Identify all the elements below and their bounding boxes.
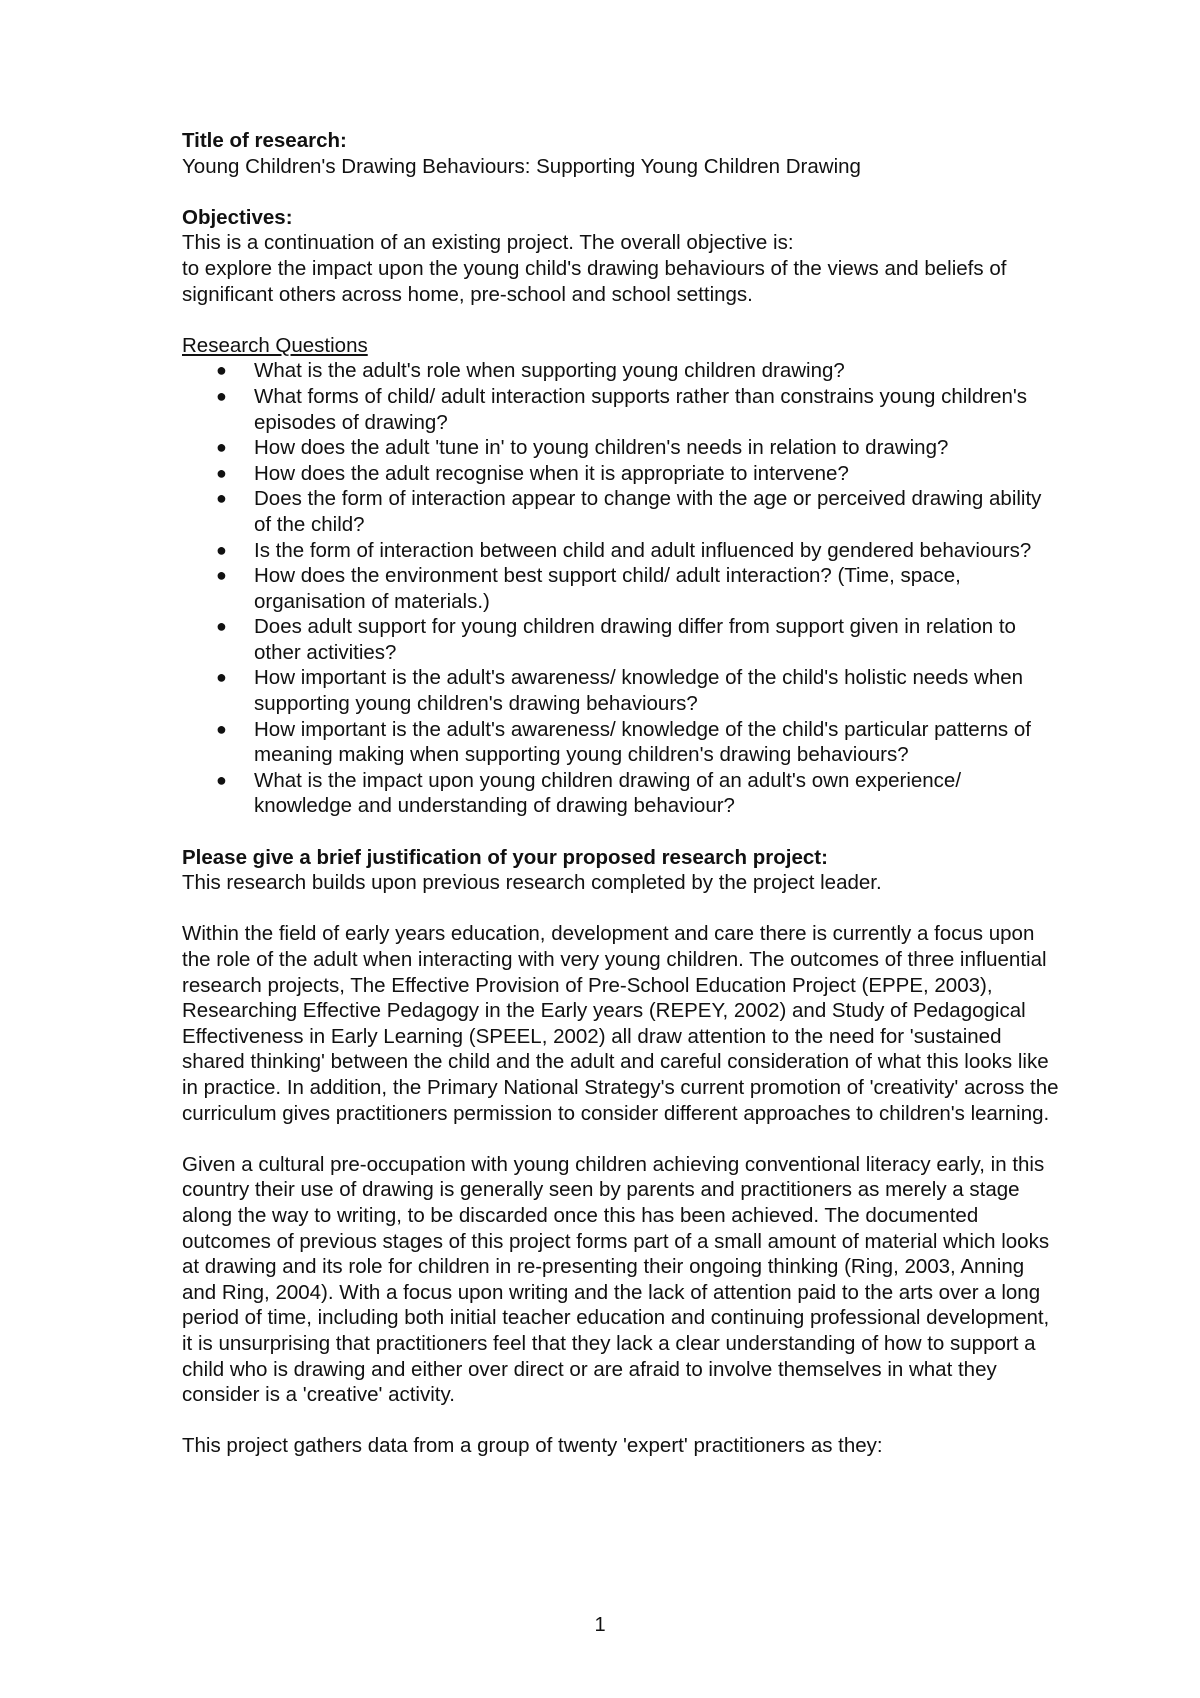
justification-label: Please give a brief justification of your proposed research project:	[182, 845, 828, 869]
question-text: Does the form of interaction appear to change with the age or perceived drawing ability of the child?	[254, 487, 1042, 536]
bullet-icon: ●	[216, 462, 227, 483]
question-text: Does adult support for young children drawing differ from support given in relation to other activities?	[254, 615, 1016, 664]
spacer	[182, 819, 1062, 845]
list-item	[182, 665, 1062, 716]
bullet-icon: ●	[216, 616, 227, 637]
question-text: What forms of child/ adult interaction supports rather than constrains young children's episodes of drawing?	[254, 384, 1028, 434]
research-questions-list	[182, 358, 1062, 819]
bullet-icon: ●	[216, 488, 227, 509]
objectives-label: Objectives:	[182, 205, 293, 229]
list-item	[182, 717, 1062, 768]
paragraph-1: Within the field of early years education, development and care there is currently a focus upon the role of the adult when interacting with very young children. The outcomes of three influential research projects, The Effective Provision of Pre-School Education Project (EPPE, 2003), Researching Effective Pedagogy in the Early years (REPEY, 2002) and Study of Pedagogical Effectiveness in Early Learning (SPEEL, 2002) all draw attention to the need for 'sustained shared thinking' between the child and the adult and careful consideration of what this looks like in practice. In addition, the Primary National Strategy's current promotion of 'creativity' across the curriculum gives practitioners permission to consider different approaches to children's learning.	[182, 922, 1059, 1125]
title-value: Young Children's Drawing Behaviours: Supporting Young Children Drawing	[182, 154, 861, 178]
list-item	[182, 538, 1062, 564]
list-item	[182, 486, 1062, 537]
bullet-icon: ●	[216, 769, 227, 790]
bullet-icon: ●	[216, 718, 227, 739]
list-item	[182, 563, 1062, 614]
spacer	[182, 1408, 1062, 1434]
question-text: How does the environment best support child/ adult interaction? (Time, space, organisation of materials.)	[254, 564, 961, 613]
list-item	[182, 384, 1062, 435]
question-text: How important is the adult's awareness/ knowledge of the child's particular patterns of meaning making when supporting young children's drawing behaviours?	[254, 717, 1031, 767]
list-item	[182, 358, 1062, 384]
bullet-icon: ●	[216, 539, 227, 560]
question-text: What is the adult's role when supporting young children drawing?	[254, 359, 845, 383]
document-page	[182, 128, 1062, 1459]
bullet-icon: ●	[216, 565, 227, 586]
question-text: How does the adult 'tune in' to young children's needs in relation to drawing?	[254, 436, 949, 460]
question-text: What is the impact upon young children drawing of an adult's own experience/ knowledge and understanding of drawing behaviour?	[254, 768, 962, 818]
spacer	[182, 307, 1062, 333]
bullet-icon: ●	[216, 667, 227, 688]
paragraph-3: This project gathers data from a group of twenty 'expert' practitioners as they:	[182, 1434, 883, 1458]
question-text: How important is the adult's awareness/ knowledge of the child's holistic needs when supporting young children's drawing behaviours?	[254, 666, 1024, 716]
objectives-line-2: to explore the impact upon the young child's drawing behaviours of the views and beliefs of significant others across home, pre-school and school settings.	[182, 256, 1007, 306]
research-questions-heading: Research Questions	[182, 333, 368, 357]
spacer	[182, 1126, 1062, 1152]
page-number: 1	[594, 1614, 606, 1636]
question-text: How does the adult recognise when it is appropriate to intervene?	[254, 461, 849, 485]
spacer	[182, 896, 1062, 922]
list-item	[182, 614, 1062, 665]
list-item	[182, 768, 1062, 819]
justification-intro: This research builds upon previous research completed by the project leader.	[182, 871, 882, 895]
spacer	[182, 179, 1062, 205]
paragraph-2: Given a cultural pre-occupation with young children achieving conventional literacy early, in this country their use of drawing is generally seen by parents and practitioners as merely a stage along the way to writing, to be discarded once this has been achieved. The documented outcomes of previous stages of this project forms part of a small amount of material which looks at drawing and its role for children in re-presenting their ongoing thinking (Ring, 2003, Anning and Ring, 2004). With a focus upon writing and the lack of attention paid to the arts over a long period of time, including both initial teacher education and continuing professional development, it is unsurprising that practitioners feel that they lack a clear understanding of how to support a child who is drawing and either over direct or are afraid to involve themselves in what they consider is a 'creative' activity.	[182, 1152, 1050, 1407]
objectives-line-1: This is a continuation of an existing project. The overall objective is:	[182, 231, 794, 255]
bullet-icon: ●	[216, 437, 227, 458]
bullet-icon: ●	[216, 360, 227, 381]
list-item	[182, 435, 1062, 461]
question-text: Is the form of interaction between child and adult influenced by gendered behaviours?	[254, 538, 1032, 562]
bullet-icon: ●	[216, 385, 227, 406]
title-label: Title of research:	[182, 129, 347, 152]
list-item	[182, 461, 1062, 487]
